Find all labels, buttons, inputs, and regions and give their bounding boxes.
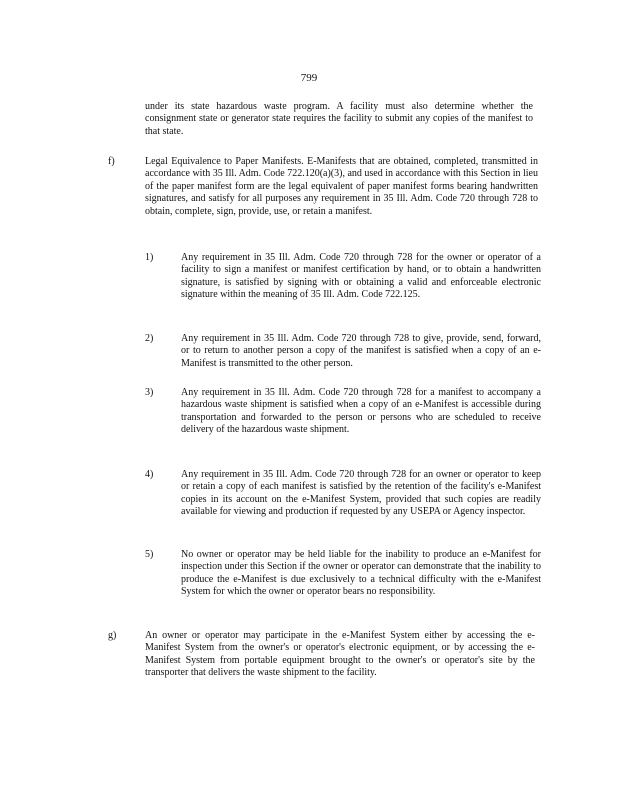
- item-5-paragraph: No owner or operator may be held liable for the inability to produce an e-Manifest for inspection under this Section if the owner or operator can demonstrate that the inability to produce the e-Manifest is due exclusively to a technical difficulty with the e-Manifest System for which the owner or operator bears no responsibility.: [181, 549, 541, 598]
- item-2-paragraph: Any requirement in 35 Ill. Adm. Code 720 through 728 to give, provide, send, forward, or to return to another person a copy of the manifest is satisfied when a copy of an e-Manifest is transmitted to the other person.: [181, 333, 541, 369]
- section-f-marker: f): [108, 156, 115, 167]
- item-1-marker: 1): [145, 252, 154, 263]
- page-number: 799: [300, 72, 318, 84]
- item-2-marker: 2): [145, 333, 154, 344]
- intro-paragraph: under its state hazardous waste program. A facility must also determine whether the consignment state or generator state requires the facility to submit any copies of the manifest to that state.: [145, 101, 533, 137]
- item-4-paragraph: Any requirement in 35 Ill. Adm. Code 720 through 728 for an owner or operator to keep or retain a copy of each manifest is satisfied by the retention of the facility's e-Manifest copies in its account on the e-Manifest System, provided that such copies are readily available for viewing and production if requested by any USEPA or Agency inspector.: [181, 469, 541, 518]
- section-g-marker: g): [108, 630, 117, 641]
- item-5-marker: 5): [145, 549, 154, 560]
- item-1-paragraph: Any requirement in 35 Ill. Adm. Code 720 through 728 for the owner or operator of a facility to sign a manifest or manifest certification by hand, or to obtain a handwritten signature, is satisfied by signing with or obtaining a valid and enforceable electronic signature within the meaning of 35 Ill. Adm. Code 722.125.: [181, 252, 541, 301]
- section-g-paragraph: An owner or operator may participate in the e-Manifest System either by accessing the e-Manifest System from the owner's or operator's electronic equipment, or by accessing the e-Manifest System from portable equipment brought to the owner's or operator's site by the transporter that delivers the waste shipment to the facility.: [145, 630, 535, 679]
- item-4-marker: 4): [145, 469, 154, 480]
- section-f-paragraph: Legal Equivalence to Paper Manifests. E-Manifests that are obtained, completed, transmitted in accordance with 35 Ill. Adm. Code 722.120(a)(3), and used in accordance with this Section in lieu of the paper manifest form are the legal equivalent of paper manifest forms bearing handwritten signatures, and satisfy for all purposes any requirement in 35 Ill. Adm. Code 720 through 728 to obtain, complete, sign, provide, use, or retain a manifest.: [145, 156, 538, 217]
- item-3-paragraph: Any requirement in 35 Ill. Adm. Code 720 through 728 for a manifest to accompany a hazardous waste shipment is satisfied when a copy of an e-Manifest is accessible during transportation and forwarded to the person or persons who are scheduled to receive delivery of the hazardous waste shipment.: [181, 387, 541, 436]
- item-3-marker: 3): [145, 387, 154, 398]
